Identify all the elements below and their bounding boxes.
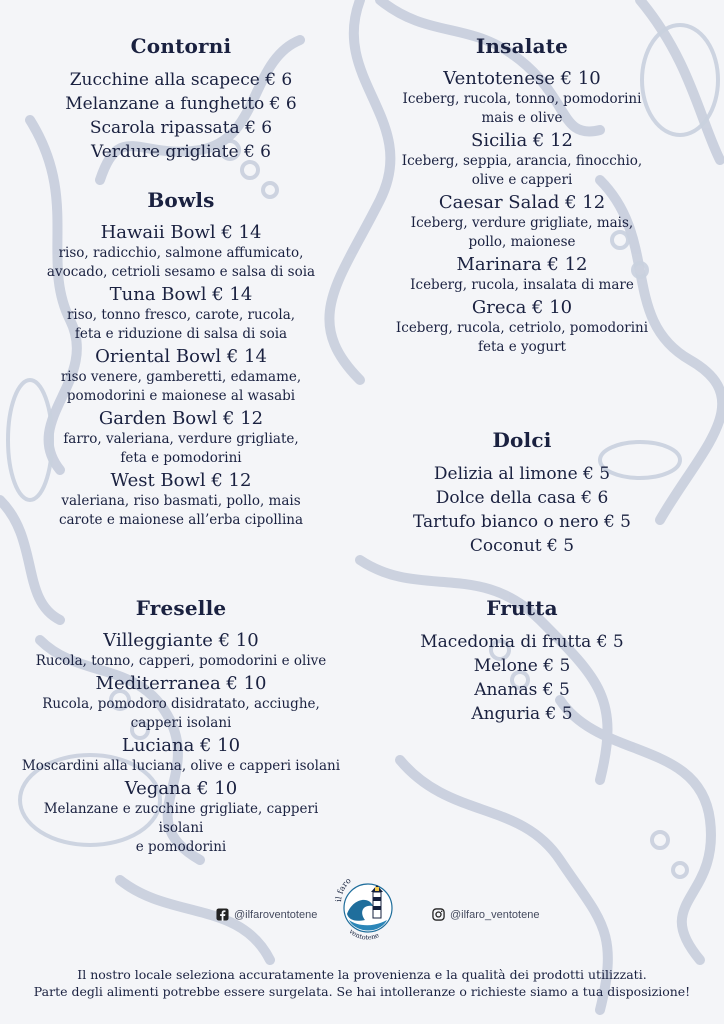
menu-item: Delizia al limone € 5 bbox=[433, 464, 611, 484]
dish-entry bbox=[20, 346, 342, 406]
menu-item: Zucchine alla scapece € 6 bbox=[69, 70, 293, 90]
menu-item: Dolce della casa € 6 bbox=[435, 488, 609, 508]
il-faro-logo bbox=[333, 862, 403, 948]
dish-entry bbox=[362, 254, 682, 295]
dish-description: feta e pomodorini bbox=[120, 450, 242, 466]
dish-description: Iceberg, seppia, arancia, finocchio, bbox=[401, 153, 643, 169]
dish-description: carote e maionese all’erba cipollina bbox=[58, 512, 304, 528]
dish-entry bbox=[20, 222, 342, 282]
left-column-bottom bbox=[20, 596, 342, 859]
dish-entry bbox=[362, 130, 682, 190]
footer-line: Il nostro locale seleziona accuratamente la provenienza e la qualità dei prodotti utilizzati. bbox=[77, 967, 647, 982]
dish-name: Mediterranea € 10 bbox=[95, 673, 267, 694]
dish-name: Tuna Bowl € 14 bbox=[109, 284, 253, 305]
dish-entry bbox=[20, 408, 342, 468]
instagram-handle[interactable] bbox=[432, 908, 539, 921]
menu-item: Ananas € 5 bbox=[474, 680, 570, 700]
dish-entry bbox=[362, 297, 682, 357]
dish-name: Hawaii Bowl € 14 bbox=[100, 222, 262, 243]
section-title-frutta: Frutta bbox=[486, 596, 558, 620]
dish-description: Rucola, tonno, capperi, pomodorini e olive bbox=[35, 653, 327, 669]
facebook-icon bbox=[216, 908, 229, 921]
section-title-bowls: Bowls bbox=[147, 188, 215, 212]
left-column-top bbox=[20, 34, 342, 532]
dish-name: Sicilia € 12 bbox=[471, 130, 573, 151]
menu-item: Scarola ripassata € 6 bbox=[89, 118, 273, 138]
dish-entry bbox=[20, 630, 342, 671]
dish-description: farro, valeriana, verdure grigliate, bbox=[63, 431, 299, 447]
dish-description: avocado, cetrioli sesamo e salsa di soia bbox=[46, 264, 316, 280]
section-title-contorni: Contorni bbox=[130, 34, 232, 58]
dish-name: Greca € 10 bbox=[471, 297, 573, 318]
dish-description: Iceberg, verdure grigliate, mais, bbox=[410, 215, 634, 231]
menu-item: Verdure grigliate € 6 bbox=[91, 142, 271, 162]
instagram-icon bbox=[432, 908, 445, 921]
dish-entry bbox=[362, 68, 682, 128]
right-column-bottom bbox=[362, 596, 682, 726]
dish-description: riso, radicchio, salmone affumicato, bbox=[58, 245, 304, 261]
dish-description: riso, tonno fresco, carote, rucola, bbox=[66, 307, 296, 323]
menu-item: Macedonia di frutta € 5 bbox=[420, 632, 624, 652]
section-title-insalate: Insalate bbox=[475, 34, 569, 58]
right-column-middle bbox=[362, 428, 682, 558]
dish-description: valeriana, riso basmati, pollo, mais bbox=[61, 493, 301, 509]
dish-name: Villeggiante € 10 bbox=[103, 630, 259, 651]
dish-description: Rucola, pomodoro disidratato, acciughe, bbox=[42, 696, 320, 712]
facebook-handle-text: @ilfaroventotene bbox=[234, 908, 318, 921]
dish-description: Melanzane e zucchine grigliate, capperi isolani bbox=[43, 801, 319, 836]
dish-name: Marinara € 12 bbox=[456, 254, 588, 275]
dish-name: Garden Bowl € 12 bbox=[98, 408, 264, 429]
dish-name: Caesar Salad € 12 bbox=[438, 192, 606, 213]
dish-description: feta e riduzione di salsa di soia bbox=[74, 326, 288, 342]
dish-entry bbox=[20, 673, 342, 733]
footer-notice bbox=[20, 966, 704, 1000]
dish-description: pollo, maionese bbox=[468, 234, 576, 250]
logo-bottom-text: ventotene bbox=[347, 927, 381, 942]
dish-name: Vegana € 10 bbox=[124, 778, 238, 799]
facebook-handle[interactable] bbox=[216, 908, 317, 921]
dish-description: Iceberg, rucola, tonno, pomodorini bbox=[402, 91, 642, 107]
dish-description: Iceberg, rucola, cetriolo, pomodorini bbox=[395, 320, 649, 336]
section-title-freselle: Freselle bbox=[135, 596, 227, 620]
footer-line: Parte degli alimenti potrebbe essere surgelata. Se hai intolleranze o richieste siamo a tua disposizione! bbox=[33, 984, 691, 999]
menu-item: Melone € 5 bbox=[473, 656, 571, 676]
dish-description: riso venere, gamberetti, edamame, bbox=[60, 369, 302, 385]
dish-description: Iceberg, rucola, insalata di mare bbox=[410, 277, 634, 293]
dish-entry bbox=[20, 735, 342, 776]
logo-top-text: il faro bbox=[333, 875, 353, 903]
menu-item: Coconut € 5 bbox=[469, 536, 575, 556]
menu-item: Tartufo bianco o nero € 5 bbox=[412, 512, 631, 532]
dish-description: capperi isolani bbox=[130, 715, 232, 731]
dish-description: feta e yogurt bbox=[477, 339, 566, 355]
dish-description: Moscardini alla luciana, olive e capperi isolani bbox=[21, 758, 341, 774]
instagram-handle-text: @ilfaro_ventotene bbox=[450, 908, 540, 921]
dish-name: West Bowl € 12 bbox=[110, 470, 252, 491]
dish-entry bbox=[20, 284, 342, 344]
dish-description: mais e olive bbox=[481, 110, 563, 126]
dish-name: Ventotenese € 10 bbox=[443, 68, 601, 89]
menu-item: Melanzane a funghetto € 6 bbox=[65, 94, 297, 114]
right-column-top bbox=[362, 34, 682, 359]
dish-name: Oriental Bowl € 14 bbox=[95, 346, 267, 367]
dish-name: Luciana € 10 bbox=[121, 735, 241, 756]
section-title-dolci: Dolci bbox=[492, 428, 552, 452]
dish-entry bbox=[20, 470, 342, 530]
menu-item: Anguria € 5 bbox=[471, 704, 573, 724]
dish-description: olive e capperi bbox=[471, 172, 573, 188]
dish-entry bbox=[20, 778, 342, 857]
dish-entry bbox=[362, 192, 682, 252]
dish-description: pomodorini e maionese al wasabi bbox=[66, 388, 296, 404]
dish-description: e pomodorini bbox=[135, 839, 227, 855]
